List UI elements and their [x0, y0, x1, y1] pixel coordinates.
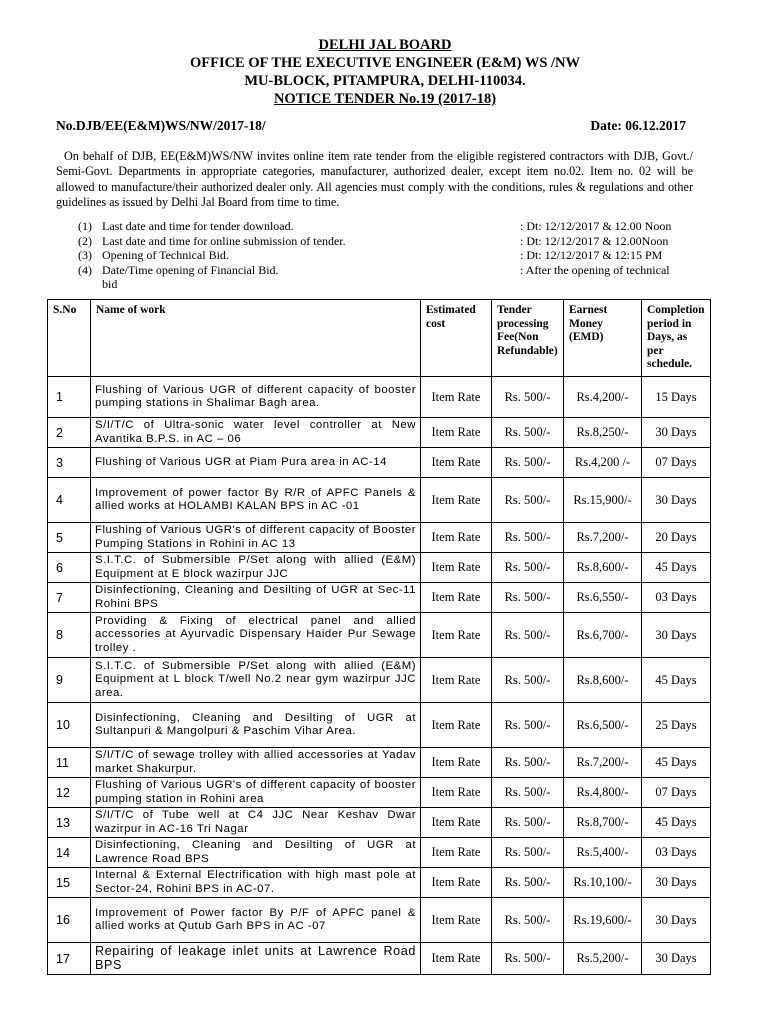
schedule-value: : Dt: 12/12/2017 & 12.00 Noon	[520, 219, 672, 233]
col-header-emd: Earnest Money (EMD)	[564, 300, 642, 377]
cell-name: Disinfectioning, Cleaning and Desilting of UGR at Lawrence Road BPS	[91, 838, 421, 868]
cell-period: 30 Days	[642, 868, 711, 898]
schedule-item	[74, 248, 704, 263]
cell-fee: Rs. 500/-	[492, 583, 564, 613]
cell-name: S/I/T/C of Ultra-sonic water level controller at New Avantika B.P.S. in AC – 06	[91, 418, 421, 448]
header-title	[0, 37, 770, 54]
cell-emd: Rs.4,200/-	[564, 377, 642, 418]
schedule-continuation-row	[74, 277, 704, 292]
table-row	[48, 808, 711, 838]
cell-sno: 14	[48, 838, 91, 868]
cell-emd: Rs.15,900/-	[564, 478, 642, 523]
cell-cost: Item Rate	[421, 478, 492, 523]
cell-sno: 1	[48, 377, 91, 418]
table-row	[48, 703, 711, 748]
cell-fee: Rs. 500/-	[492, 778, 564, 808]
schedule-label: Opening of Technical Bid.	[102, 248, 229, 262]
cell-fee: Rs. 500/-	[492, 868, 564, 898]
cell-sno: 11	[48, 748, 91, 778]
cell-period: 07 Days	[642, 778, 711, 808]
cell-period: 30 Days	[642, 613, 711, 658]
schedule-value: : After the opening of technical	[520, 262, 670, 277]
cell-cost: Item Rate	[421, 748, 492, 778]
table-row	[48, 418, 711, 448]
cell-fee: Rs. 500/-	[492, 448, 564, 478]
cell-emd: Rs.4,200 /-	[564, 448, 642, 478]
header-office: OFFICE OF THE EXECUTIVE ENGINEER (E&M) WS /NW	[189, 55, 581, 71]
reference-number: No.DJB/EE(E&M)WS/NW/2017-18/	[56, 118, 266, 133]
reference-line	[56, 118, 686, 134]
schedule-value: : Dt: 12/12/2017 & 12.00Noon	[520, 233, 669, 248]
cell-emd: Rs.19,600/-	[564, 898, 642, 943]
notice-number: NOTICE TENDER No.19 (2017-18)	[273, 91, 497, 107]
cell-cost: Item Rate	[421, 898, 492, 943]
tender-table	[47, 299, 711, 975]
cell-name: Internal & External Electrification with high mast pole at Sector-24, Rohini BPS in AC-07.	[91, 868, 421, 898]
cell-name: S.I.T.C. of Submersible P/Set along with allied (E&M) Equipment at E block wazirpur JJC	[91, 553, 421, 583]
cell-fee: Rs. 500/-	[492, 553, 564, 583]
cell-period: 03 Days	[642, 583, 711, 613]
cell-name: Flushing of Various UGR at Piam Pura area in AC-14	[91, 448, 421, 478]
table-row	[48, 898, 711, 943]
notice-date: Date: 06.12.2017	[590, 118, 686, 133]
cell-sno: 13	[48, 808, 91, 838]
cell-sno: 5	[48, 523, 91, 553]
cell-sno: 3	[48, 448, 91, 478]
cell-emd: Rs.5,400/-	[564, 838, 642, 868]
header-notice-title	[0, 91, 770, 108]
cell-name: Disinfectioning, Cleaning and Desilting of UGR at Sec-11 Rohini BPS	[91, 583, 421, 613]
cell-sno: 16	[48, 898, 91, 943]
schedule-item	[74, 263, 704, 278]
cell-period: 30 Days	[642, 418, 711, 448]
cell-emd: Rs.4,800/-	[564, 778, 642, 808]
cell-cost: Item Rate	[421, 613, 492, 658]
table-row	[48, 838, 711, 868]
cell-emd: Rs.6,700/-	[564, 613, 642, 658]
cell-name: Flushing of Various UGR's of different capacity of Booster Pumping Stations in Rohini in AC 13	[91, 523, 421, 553]
schedule-continuation: bid	[102, 277, 118, 291]
cell-emd: Rs.6,550/-	[564, 583, 642, 613]
table-row	[48, 478, 711, 523]
col-header-cost: Estimated cost	[421, 300, 492, 377]
cell-emd: Rs.8,600/-	[564, 658, 642, 703]
tender-schedule	[74, 219, 704, 292]
cell-cost: Item Rate	[421, 418, 492, 448]
schedule-number: (4)	[78, 262, 92, 277]
cell-cost: Item Rate	[421, 523, 492, 553]
col-header-sno: S.No	[48, 300, 91, 377]
cell-period: 03 Days	[642, 838, 711, 868]
cell-sno: 8	[48, 613, 91, 658]
cell-sno: 10	[48, 703, 91, 748]
cell-fee: Rs. 500/-	[492, 808, 564, 838]
cell-cost: Item Rate	[421, 377, 492, 418]
cell-sno: 9	[48, 658, 91, 703]
cell-fee: Rs. 500/-	[492, 703, 564, 748]
cell-emd: Rs.7,200/-	[564, 523, 642, 553]
cell-period: 25 Days	[642, 703, 711, 748]
cell-name: Improvement of Power factor By P/F of APFC panel & allied works at Qutub Garh BPS in AC -07	[91, 898, 421, 943]
cell-emd: Rs.5,200/-	[564, 943, 642, 975]
cell-fee: Rs. 500/-	[492, 418, 564, 448]
cell-name: Flushing of Various UGR of different capacity of booster pumping stations in Shalimar Bagh area.	[91, 377, 421, 418]
cell-period: 45 Days	[642, 748, 711, 778]
cell-name: Repairing of leakage inlet units at Lawrence Road BPS	[91, 943, 421, 975]
cell-period: 30 Days	[642, 478, 711, 523]
cell-sno: 7	[48, 583, 91, 613]
cell-cost: Item Rate	[421, 703, 492, 748]
table-row	[48, 523, 711, 553]
cell-sno: 12	[48, 778, 91, 808]
cell-period: 45 Days	[642, 553, 711, 583]
header-address: MU-BLOCK, PITAMPURA, DELHI-110034.	[244, 73, 526, 89]
schedule-label: Last date and time for tender download.	[102, 219, 294, 233]
schedule-number: (3)	[78, 248, 92, 262]
table-row	[48, 553, 711, 583]
cell-cost: Item Rate	[421, 808, 492, 838]
cell-cost: Item Rate	[421, 778, 492, 808]
cell-name: S.I.T.C. of Submersible P/Set along with allied (E&M) Equipment at L block T/well No.2 near gym wazirpur JJC area.	[91, 658, 421, 703]
table-row	[48, 658, 711, 703]
schedule-label: Last date and time for online submission of tender.	[102, 233, 346, 248]
cell-fee: Rs. 500/-	[492, 748, 564, 778]
table-row	[48, 943, 711, 975]
cell-fee: Rs. 500/-	[492, 838, 564, 868]
cell-emd: Rs.8,600/-	[564, 553, 642, 583]
table-row	[48, 613, 711, 658]
cell-name: S/I/T/C of Tube well at C4 JJC Near Keshav Dwar wazirpur in AC-16 Tri Nagar	[91, 808, 421, 838]
col-header-name: Name of work	[91, 300, 421, 377]
cell-fee: Rs. 500/-	[492, 898, 564, 943]
cell-cost: Item Rate	[421, 658, 492, 703]
cell-period: 45 Days	[642, 808, 711, 838]
cell-cost: Item Rate	[421, 868, 492, 898]
table-row	[48, 377, 711, 418]
schedule-item	[74, 219, 704, 234]
cell-period: 45 Days	[642, 658, 711, 703]
cell-sno: 6	[48, 553, 91, 583]
table-row	[48, 448, 711, 478]
cell-sno: 2	[48, 418, 91, 448]
col-header-fee: Tender processing Fee(Non Refundable)	[492, 300, 564, 377]
cell-fee: Rs. 500/-	[492, 658, 564, 703]
cell-period: 30 Days	[642, 898, 711, 943]
cell-fee: Rs. 500/-	[492, 523, 564, 553]
cell-emd: Rs.6,500/-	[564, 703, 642, 748]
cell-emd: Rs.8,700/-	[564, 808, 642, 838]
intro-text: On behalf of DJB, EE(E&M)WS/NW invites online item rate tender from the eligible registered contractors with DJB, Govt./ Semi-Govt. Departments in appropriate categories, manufacturer, authorized dealer, except item no.02. Item no. 02 will be allowed to manufacture/their authorized dealer only. All agencies must comply with the conditions, rules & regulations and other guidelines as issued by Delhi Jal Board from time to time.	[56, 149, 693, 210]
schedule-number: (1)	[78, 219, 92, 233]
col-header-period: Completion period in Days, as per schedule.	[642, 300, 711, 377]
cell-emd: Rs.10,100/-	[564, 868, 642, 898]
org-name: DELHI JAL BOARD	[318, 37, 452, 53]
schedule-item	[74, 234, 704, 249]
intro-paragraph	[56, 149, 693, 211]
cell-cost: Item Rate	[421, 448, 492, 478]
cell-period: 30 Days	[642, 943, 711, 975]
cell-period: 20 Days	[642, 523, 711, 553]
table-row	[48, 748, 711, 778]
cell-fee: Rs. 500/-	[492, 613, 564, 658]
cell-cost: Item Rate	[421, 583, 492, 613]
cell-sno: 17	[48, 943, 91, 975]
cell-name: Providing & Fixing of electrical panel and allied accessories at Ayurvadic Dispensary Haider Pur Sewage trolley .	[91, 613, 421, 658]
schedule-label: Date/Time opening of Financial Bid.	[102, 262, 279, 277]
cell-sno: 15	[48, 868, 91, 898]
table-row	[48, 583, 711, 613]
cell-cost: Item Rate	[421, 943, 492, 975]
cell-fee: Rs. 500/-	[492, 478, 564, 523]
cell-cost: Item Rate	[421, 838, 492, 868]
cell-period: 15 Days	[642, 377, 711, 418]
cell-period: 07 Days	[642, 448, 711, 478]
cell-name: Improvement of power factor By R/R of APFC Panels & allied works at HOLAMBI KALAN BPS in AC -01	[91, 478, 421, 523]
cell-name: Flushing of Various UGR's of different capacity of booster pumping station in Rohini area	[91, 778, 421, 808]
table-header-row	[48, 300, 711, 377]
schedule-number: (2)	[78, 233, 92, 248]
cell-fee: Rs. 500/-	[492, 377, 564, 418]
cell-sno: 4	[48, 478, 91, 523]
cell-name: S/I/T/C of sewage trolley with allied accessories at Yadav market Shakurpur.	[91, 748, 421, 778]
cell-name: Disinfectioning, Cleaning and Desilting of UGR at Sultanpuri & Mangolpuri & Paschim Vihar Area.	[91, 703, 421, 748]
table-row	[48, 868, 711, 898]
cell-emd: Rs.7,200/-	[564, 748, 642, 778]
cell-fee: Rs. 500/-	[492, 943, 564, 975]
schedule-value: : Dt: 12/12/2017 & 12:15 PM	[520, 248, 663, 262]
cell-emd: Rs.8,250/-	[564, 418, 642, 448]
table-row	[48, 778, 711, 808]
cell-cost: Item Rate	[421, 553, 492, 583]
